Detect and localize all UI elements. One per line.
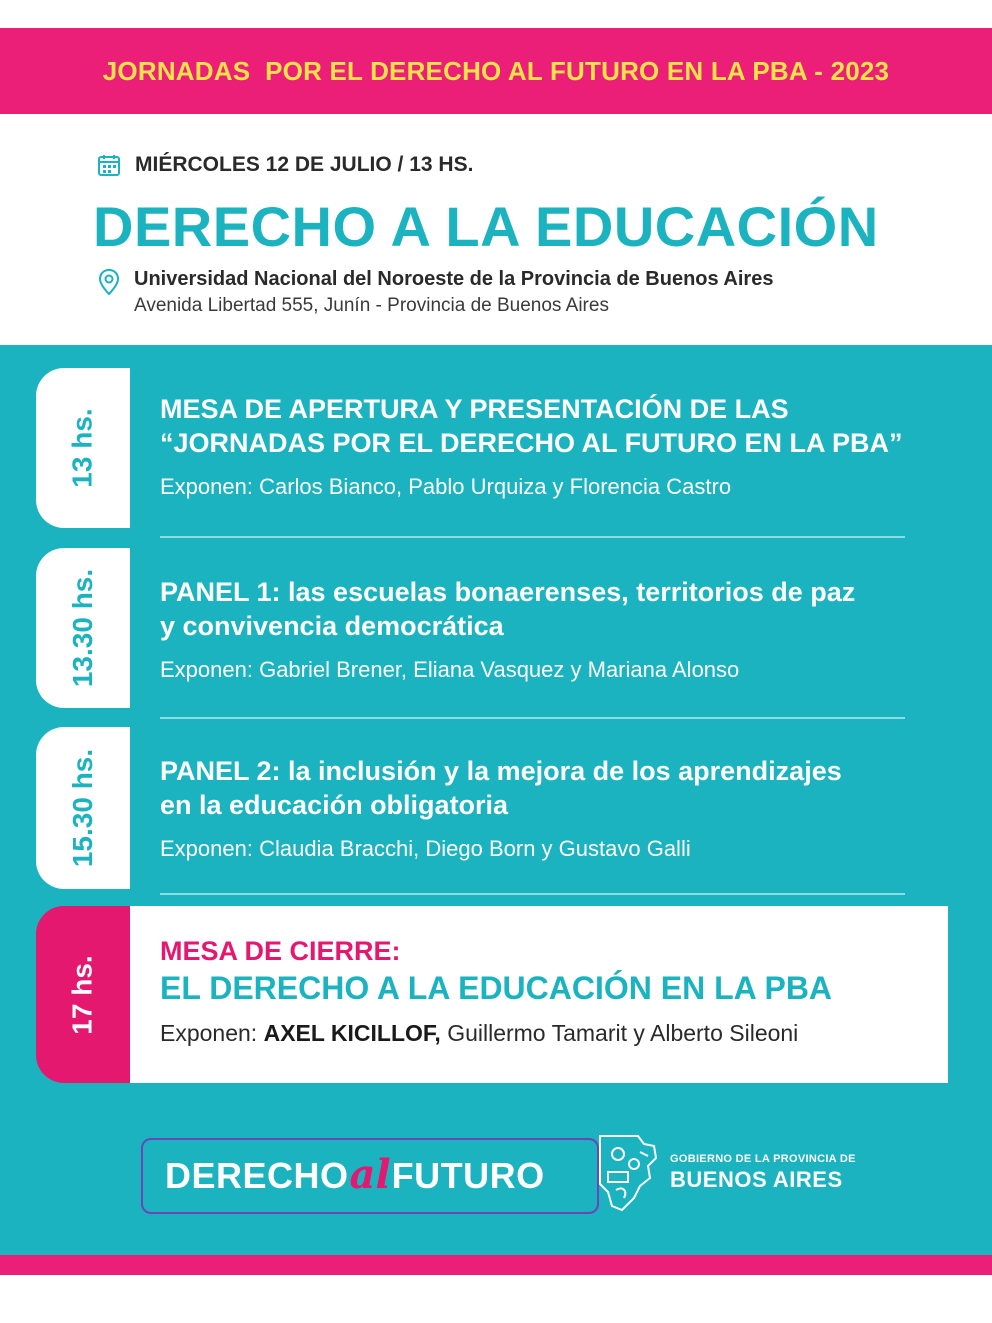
header-banner: [0, 28, 992, 114]
item-title-line1: PANEL 2: la inclusión y la mejora de los aprendizajes: [160, 756, 842, 786]
brand-part2: al: [349, 1150, 391, 1198]
divider: [160, 893, 905, 895]
location-pin-icon: [98, 268, 120, 296]
venue-address: Avenida Libertad 555, Junín - Provincia de Buenos Aires: [134, 295, 609, 316]
closing-time-label: 17 hs.: [66, 954, 98, 1035]
closing-title: EL DERECHO A LA EDUCACIÓN EN LA PBA: [160, 970, 833, 1006]
item-speakers: Exponen: Gabriel Brener, Eliana Vasquez y Mariana Alonso: [160, 657, 740, 682]
brand-part1: DERECHO: [165, 1155, 349, 1196]
time-label: 15.30 hs.: [67, 748, 98, 868]
government-logo: [594, 1132, 856, 1214]
schedule-item: [160, 392, 920, 500]
closing-time-tab: [36, 906, 130, 1083]
event-date: [97, 150, 473, 180]
time-tab: [36, 727, 130, 889]
header-title: JORNADAS POR EL DERECHO AL FUTURO EN LA PBA - 2023: [102, 55, 890, 86]
item-title-line2: en la educación obligatoria: [160, 790, 509, 820]
event-venue: [98, 268, 773, 317]
gov-line1: GOBIERNO DE LA PROVINCIA DE: [670, 1153, 856, 1165]
item-title-line2: “JORNADAS POR EL DERECHO AL FUTURO EN LA PBA”: [160, 428, 903, 458]
time-label: 13 hs.: [66, 408, 98, 488]
item-speakers: Exponen: Carlos Bianco, Pablo Urquiza y Florencia Castro: [160, 474, 732, 499]
brand-part3: FUTURO: [391, 1155, 545, 1196]
gov-line2: BUENOS AIRES: [670, 1167, 843, 1192]
time-label: 13.30 hs.: [67, 568, 98, 688]
closing-panel: [130, 906, 948, 1083]
closing-speakers-rest: Guillermo Tamarit y Alberto Sileoni: [447, 1020, 799, 1046]
province-emblem-icon: [594, 1132, 660, 1214]
closing-speakers-prefix: Exponen:: [160, 1020, 258, 1046]
derecho-al-futuro-logo: [141, 1138, 599, 1214]
divider: [160, 717, 905, 719]
time-tab: [36, 548, 130, 708]
item-speakers: Exponen: Claudia Bracchi, Diego Born y Gustavo Galli: [160, 836, 691, 861]
venue-name: Universidad Nacional del Noroeste de la Provincia de Buenos Aires: [134, 268, 774, 290]
schedule-item: [160, 754, 920, 862]
event-title: DERECHO A LA EDUCACIÓN: [93, 195, 879, 258]
bottom-band: [0, 1255, 992, 1275]
calendar-icon: [97, 153, 121, 177]
event-date-text: MIÉRCOLES 12 DE JULIO / 13 HS.: [135, 153, 474, 176]
item-title-line1: PANEL 1: las escuelas bonaerenses, territorios de paz: [160, 577, 856, 607]
closing-speakers: [160, 1020, 798, 1047]
divider: [160, 536, 905, 538]
closing-label: MESA DE CIERRE:: [160, 936, 401, 966]
closing-speaker-highlight: AXEL KICILLOF,: [263, 1020, 441, 1046]
time-tab: [36, 368, 130, 528]
item-title-line2: y convivencia democrática: [160, 611, 504, 641]
item-title-line1: MESA DE APERTURA Y PRESENTACIÓN DE LAS: [160, 394, 789, 424]
schedule-item: [160, 575, 920, 683]
